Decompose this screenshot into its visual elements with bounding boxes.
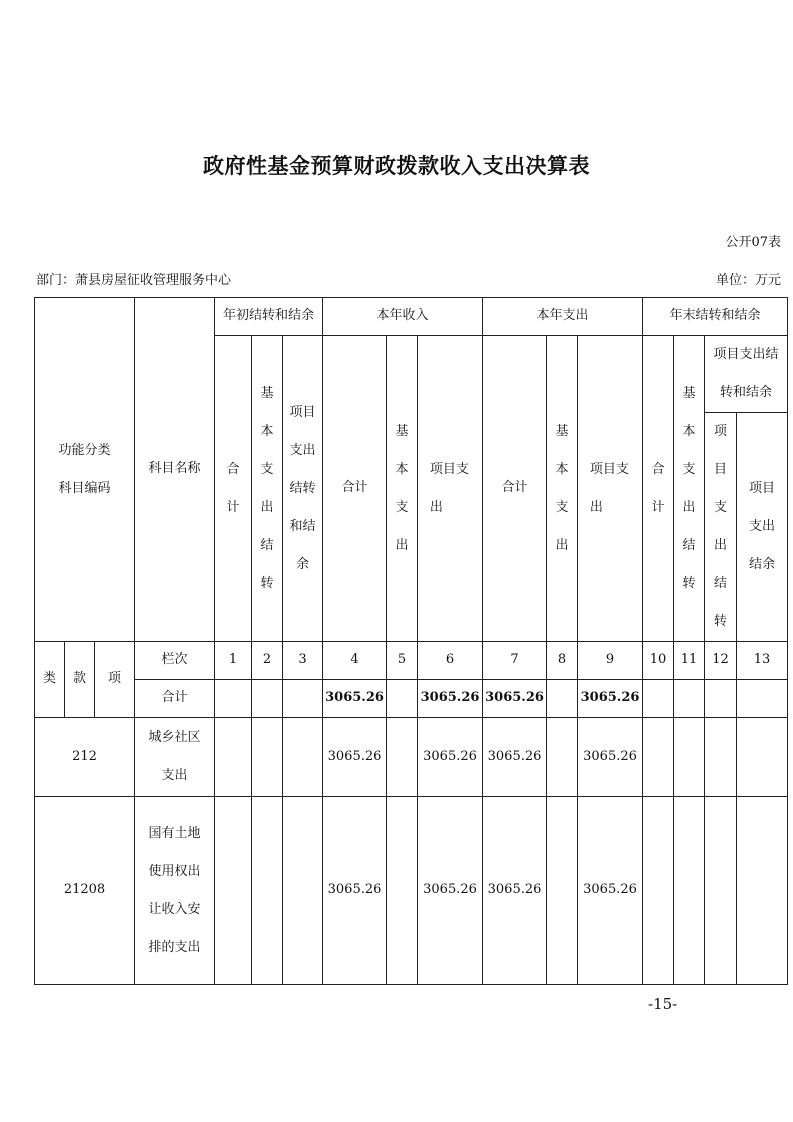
table-cell — [705, 718, 737, 797]
column-number: 10 — [643, 642, 674, 680]
table-cell — [705, 797, 737, 985]
expense-header: 本年支出 — [483, 298, 643, 336]
form-number: 公开07表 — [725, 235, 781, 250]
page-title: 政府性基金预算财政拨款收入支出决算表 — [203, 154, 590, 178]
row-income-total: 3065.26 — [323, 797, 387, 985]
table-cell — [387, 718, 418, 797]
table-cell — [215, 718, 252, 797]
page-number: -15- — [648, 995, 678, 1013]
table-cell — [643, 680, 674, 718]
total-label: 合计 — [135, 680, 215, 718]
income-project-header: 项目支出 — [418, 336, 483, 642]
column-number: 3 — [283, 642, 323, 680]
total-income-total: 3065.26 — [323, 680, 387, 718]
header-row-1 — [35, 298, 788, 336]
begin-balance-header: 年初结转和结余 — [215, 298, 323, 336]
row-expense-total: 3065.26 — [483, 797, 547, 985]
column-number: 4 — [323, 642, 387, 680]
table-cell — [283, 797, 323, 985]
expense-project-header: 项目支出 — [578, 336, 643, 642]
table-cell — [283, 718, 323, 797]
end-project-carry-header: 项目支出结转 — [705, 413, 737, 642]
lei-header: 类 — [35, 642, 65, 718]
table-row — [35, 797, 788, 985]
column-number: 13 — [737, 642, 788, 680]
table-cell — [674, 797, 705, 985]
table-cell — [643, 797, 674, 985]
table-cell — [252, 797, 283, 985]
table-cell — [737, 718, 788, 797]
row-name: 国有土地使用权出让收入安排的支出 — [135, 797, 215, 985]
end-total-header: 合计 — [643, 336, 674, 642]
table-cell — [252, 680, 283, 718]
column-number: 12 — [705, 642, 737, 680]
income-total-header: 合计 — [323, 336, 387, 642]
table-cell — [737, 797, 788, 985]
xiang-header: 项 — [95, 642, 135, 718]
row-name: 城乡社区支出 — [135, 718, 215, 797]
table-cell — [387, 680, 418, 718]
begin-basic-carry-header: 基本支出结转 — [252, 336, 283, 642]
table-cell — [643, 718, 674, 797]
table-cell — [387, 797, 418, 985]
expense-total-header: 合计 — [483, 336, 547, 642]
func-code-header: 功能分类科目编码 — [35, 298, 135, 642]
income-header: 本年收入 — [323, 298, 483, 336]
row-expense-project: 3065.26 — [578, 718, 643, 797]
table-cell — [252, 718, 283, 797]
table-cell — [547, 718, 578, 797]
row-expense-project: 3065.26 — [578, 797, 643, 985]
column-number: 5 — [387, 642, 418, 680]
end-project-balance-group-header: 项目支出结转和结余 — [705, 336, 788, 413]
row-code: 212 — [35, 718, 135, 797]
end-basic-carry-header: 基本支出结转 — [674, 336, 705, 642]
table-row — [35, 718, 788, 797]
income-basic-header: 基本支出 — [387, 336, 418, 642]
subject-name-header: 科目名称 — [135, 298, 215, 642]
column-number: 9 — [578, 642, 643, 680]
department-label: 部门：萧县房屋征收管理服务中心 — [36, 273, 232, 288]
kuan-header: 款 — [65, 642, 95, 718]
end-project-balance-header: 项目支出结余 — [737, 413, 788, 642]
table-cell — [547, 680, 578, 718]
row-income-project: 3065.26 — [418, 797, 483, 985]
table-cell — [737, 680, 788, 718]
table-cell — [674, 718, 705, 797]
table-cell — [674, 680, 705, 718]
row-code: 21208 — [35, 797, 135, 985]
column-number: 11 — [674, 642, 705, 680]
total-expense-project: 3065.26 — [578, 680, 643, 718]
column-number: 2 — [252, 642, 283, 680]
table-cell — [215, 680, 252, 718]
total-row — [35, 680, 788, 718]
column-no-label: 栏次 — [135, 642, 215, 680]
budget-table — [34, 297, 788, 985]
column-number: 1 — [215, 642, 252, 680]
end-balance-header: 年末结转和结余 — [643, 298, 788, 336]
row-expense-total: 3065.26 — [483, 718, 547, 797]
table-cell — [705, 680, 737, 718]
column-number: 6 — [418, 642, 483, 680]
begin-total-header: 合计 — [215, 336, 252, 642]
table-cell — [547, 797, 578, 985]
column-number-row — [35, 642, 788, 680]
column-number: 7 — [483, 642, 547, 680]
table-cell — [215, 797, 252, 985]
total-expense-total: 3065.26 — [483, 680, 547, 718]
row-income-total: 3065.26 — [323, 718, 387, 797]
unit-label: 单位：万元 — [715, 273, 781, 288]
total-income-project: 3065.26 — [418, 680, 483, 718]
begin-project-carry-balance-header: 项目支出结转和结余 — [283, 336, 323, 642]
row-income-project: 3065.26 — [418, 718, 483, 797]
table-cell — [283, 680, 323, 718]
column-number: 8 — [547, 642, 578, 680]
expense-basic-header: 基本支出 — [547, 336, 578, 642]
